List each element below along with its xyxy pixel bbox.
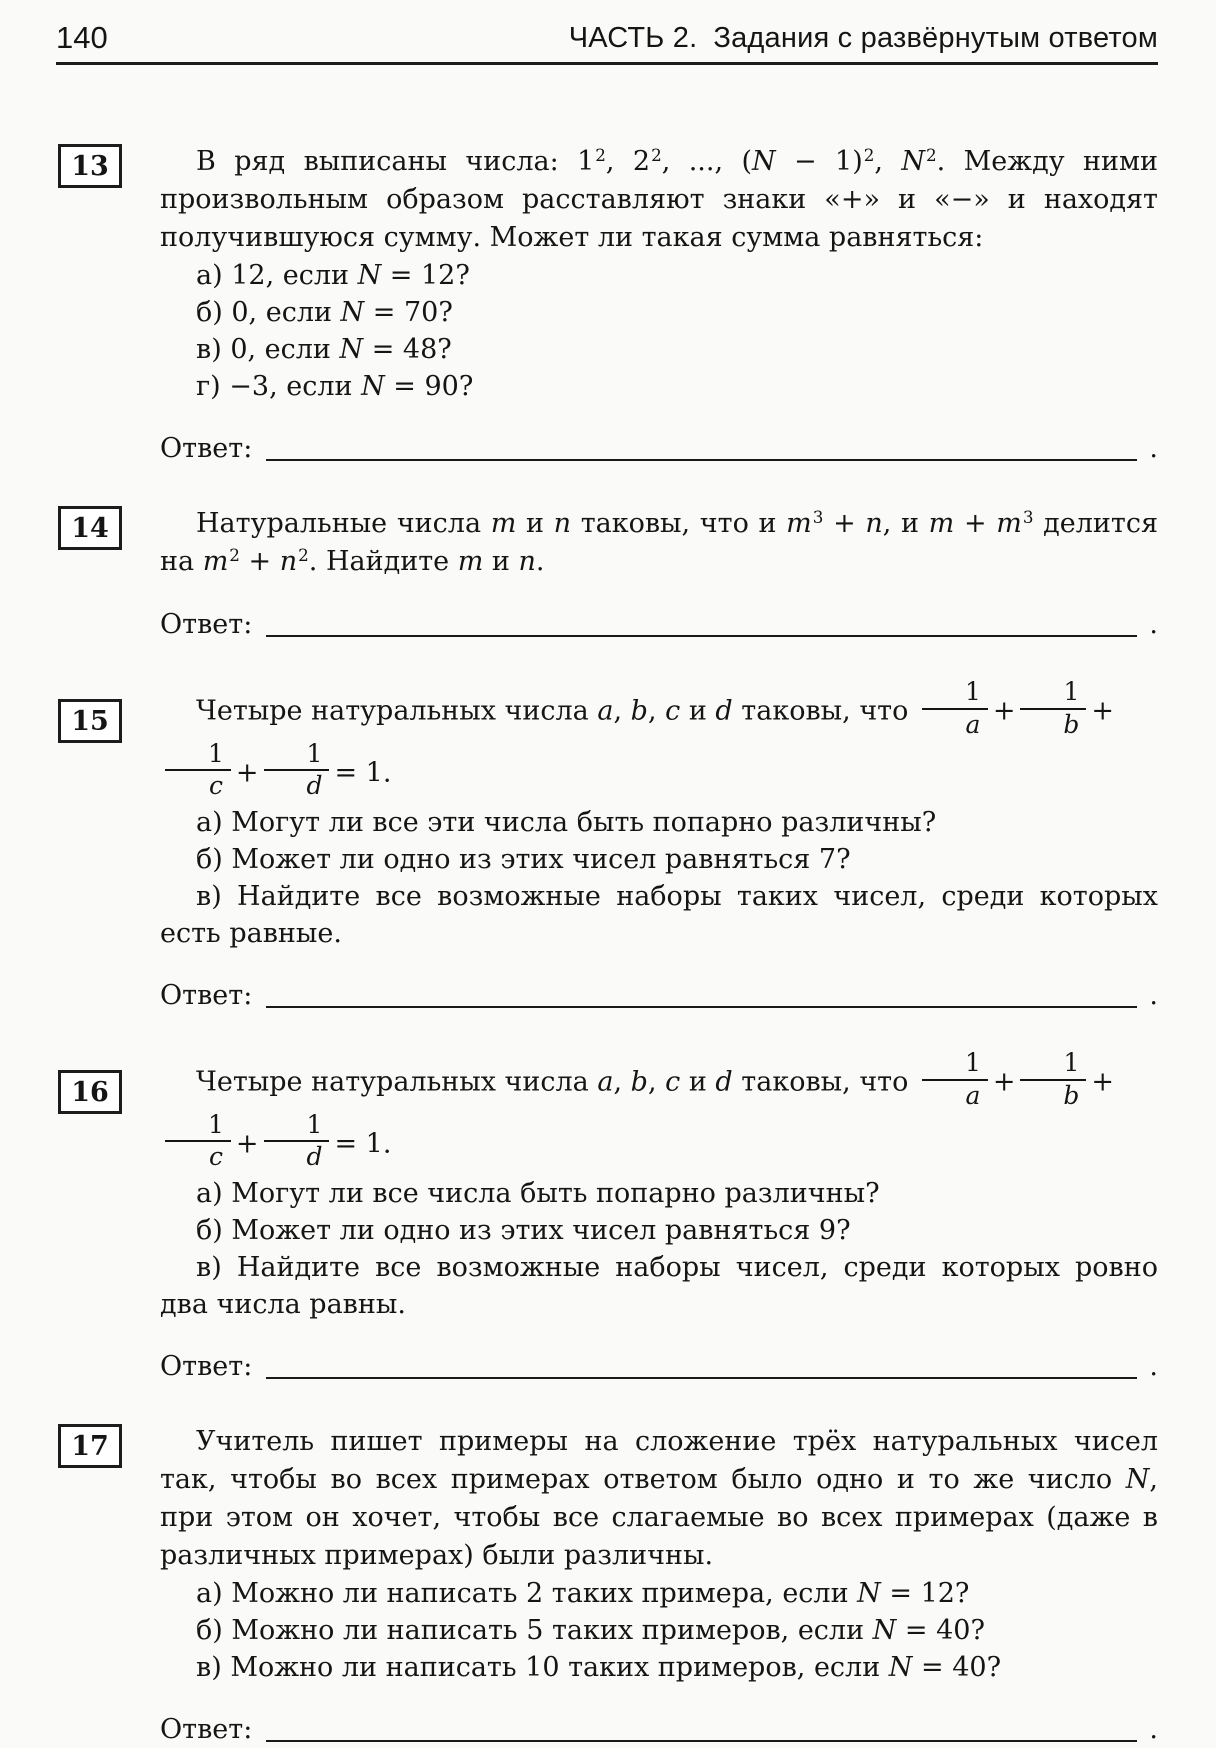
text-segment: таковы, что [732,695,917,727]
text-segment: n [518,546,536,577]
problem-16 [56,1048,1158,1323]
problem-subitems [160,257,1158,405]
problem-number-box: 17 [58,1424,122,1468]
answer-period: . [1149,1351,1158,1382]
text-segment: a [597,1066,614,1098]
text-segment: c [665,1066,681,1098]
problem-item [160,1612,1158,1649]
answer-period: . [1149,980,1158,1011]
text-segment: + [239,546,280,577]
text-segment: = 1. [334,756,392,788]
text-segment: m [457,546,484,577]
problem-number-box: 13 [58,144,122,188]
text-segment: + [954,508,997,539]
fraction-denominator: a [965,1080,981,1110]
answer-label: Ответ: [160,433,253,464]
text-segment: m [928,508,955,539]
fraction-numerator: 1 [922,678,988,710]
text-segment: 3 [812,506,824,527]
text-segment: N [888,1652,913,1683]
text-segment: + [235,1127,259,1159]
answer-row [160,978,1158,1014]
problem-content [160,677,1158,952]
fraction-numerator: 1 [922,1049,988,1081]
fraction-numerator: 1 [264,740,330,772]
text-segment: N [357,260,382,291]
text-segment: , ..., ( [661,146,752,177]
problem-item [160,1575,1158,1612]
text-segment: В ряд выписаны числа: 1 [196,146,595,177]
problem-content [160,505,1158,581]
fraction-denominator: b [1063,1080,1080,1110]
text-segment: m [996,508,1022,539]
answer-label: Ответ: [160,1714,253,1745]
problem-gutter [56,1423,160,1686]
text-segment: a [597,695,614,727]
text-segment: б) 0, если [196,297,341,328]
chapter-title [569,24,1158,53]
text-segment: Натуральные числа [196,508,491,539]
fraction [1020,678,1086,740]
answer-label: Ответ: [160,1351,253,1382]
problem-item [160,1212,1158,1249]
text-segment: + [235,756,259,788]
problem-item [160,878,1158,952]
text-segment: г) −3, если [196,371,362,402]
text-segment: 2 [595,144,606,165]
answer-blank-line [266,1377,1137,1379]
text-segment: b [630,695,648,727]
fraction-denominator: c [208,771,223,801]
text-segment: б) Может ли одно из этих чисел равняться 7? [196,844,851,875]
problem-subitems [160,1175,1158,1323]
text-segment: и [483,546,519,577]
answer-blank-line [266,459,1137,461]
chapter-title-text: Задания с развёрнутым ответом [713,22,1158,54]
problem-13 [56,143,1158,405]
text-segment: d [715,1066,733,1098]
text-segment: . [535,546,545,577]
fraction-numerator: 1 [1020,1049,1086,1081]
text-segment: 2 [926,144,937,165]
fraction [165,1111,231,1173]
problem-item [160,257,1158,294]
text-segment: N [340,297,365,328]
problem-subitems [160,804,1158,952]
answer-blank-line [266,1740,1137,1742]
text-segment: , [613,1066,631,1098]
text-segment: = 40? [912,1652,1002,1683]
text-segment: = 70? [364,297,453,328]
problem-gutter [56,143,160,405]
text-segment: + [1091,1066,1115,1098]
text-segment: . Между ними произвольным образом расставляют знаки «+» и «−» и находят получившуюся сумму. Может ли такая сумма равняться: [160,146,1159,253]
text-segment: , и [882,508,929,539]
problems-list [56,143,1158,1748]
answer-period: . [1149,609,1158,640]
chapter-part-label: ЧАСТЬ 2. [568,22,698,54]
problem-statement [160,1048,1158,1175]
fraction-numerator: 1 [264,1111,330,1143]
problem-17 [56,1423,1158,1686]
answer-blank-line [266,1006,1137,1008]
fraction-denominator: d [306,1142,323,1172]
text-segment: + [992,1066,1016,1098]
problem-number-box: 15 [58,699,122,743]
answer-period: . [1149,1714,1158,1745]
fraction-denominator: b [1063,709,1080,739]
text-segment: Четыре натуральных числа [196,1066,598,1098]
text-segment: − 1) [775,146,863,177]
text-segment: + [992,695,1016,727]
fraction-denominator: d [306,771,323,801]
answer-label: Ответ: [160,609,253,640]
problem-gutter [56,1052,160,1323]
answer-label: Ответ: [160,980,253,1011]
text-segment: . Найдите [308,546,458,577]
text-segment: и [516,508,554,539]
fraction-numerator: 1 [165,1111,231,1143]
text-segment: , [874,146,902,177]
text-segment: а) 12, если [196,260,358,291]
text-segment: в) Можно ли написать 10 таких примеров, если [196,1652,889,1683]
text-segment: + [1091,695,1115,727]
text-segment: а) Можно ли написать 2 таких примера, если [196,1578,858,1609]
text-segment: в) Найдите все возможные наборы таких чисел, среди которых есть равные. [160,881,1158,949]
problem-item [160,841,1158,878]
text-segment: = 12? [381,260,470,291]
text-segment: = 90? [384,371,474,402]
problem-14 [56,505,1158,581]
fraction [165,740,231,802]
text-segment: 3 [1022,506,1034,527]
fraction [1020,1049,1086,1111]
fraction [922,678,988,740]
text-segment: n [865,508,883,539]
text-segment: 2 [863,144,875,165]
text-segment: = 40? [896,1615,985,1646]
fraction [264,1111,330,1173]
problem-item [160,804,1158,841]
text-segment: n [553,508,572,539]
text-segment: , [647,1066,666,1098]
text-segment: в) 0, если [196,334,340,365]
problem-number-box: 16 [58,1070,122,1114]
text-segment: = 48? [363,334,452,365]
answer-row [160,1712,1158,1748]
fraction-numerator: 1 [1020,678,1086,710]
text-segment: m [202,546,229,577]
problem-item [160,368,1158,405]
text-segment: = 12? [880,1578,970,1609]
fraction [922,1049,988,1111]
text-segment: 2 [229,544,240,565]
text-segment: и [680,1066,716,1098]
page-header [56,22,1158,65]
text-segment: таковы, что и [571,508,787,539]
text-segment: в) Найдите все возможные наборы чисел, среди которых ровно два числа равны. [160,1252,1158,1320]
fraction [264,740,330,802]
text-segment: m [490,508,517,539]
text-segment: N [751,146,776,177]
text-segment: , 2 [605,146,651,177]
problem-gutter [56,505,160,581]
fraction-numerator: 1 [165,740,231,772]
text-segment: а) Могут ли все эти числа быть попарно различны? [196,807,937,838]
text-segment: Учитель пишет примеры на сложение трёх натуральных чисел так, чтобы во всех примерах ответом было одно и то же число [160,1426,1158,1495]
problem-statement [160,1423,1158,1575]
text-segment: = 1. [334,1127,392,1159]
answer-row [160,431,1158,467]
problem-content [160,143,1158,405]
answer-row [160,1349,1158,1385]
text-segment: б) Может ли одно из этих чисел равняться 9? [196,1215,851,1246]
problem-statement [160,677,1158,804]
problem-item [160,1175,1158,1212]
text-segment: N [1125,1464,1150,1495]
fraction-denominator: a [965,709,981,739]
text-segment: + [823,508,866,539]
text-segment: Четыре натуральных числа [196,695,598,727]
text-segment: 2 [298,544,309,565]
text-segment: а) Могут ли все числа быть попарно различны? [196,1178,880,1209]
problem-gutter [56,681,160,952]
problem-content [160,1423,1158,1686]
text-segment: , при этом он хочет, чтобы все слагаемые во всех примерах (даже в различных примерах) были различны. [160,1464,1158,1571]
text-segment: m [786,508,812,539]
problem-statement [160,505,1158,581]
text-segment: c [665,695,681,727]
text-segment: N [857,1578,881,1609]
text-segment: d [715,695,733,727]
text-segment: N [872,1615,897,1646]
text-segment: 2 [651,144,662,165]
answer-blank-line [266,635,1137,637]
text-segment: N [339,334,364,365]
answer-row [160,607,1158,643]
text-segment: n [279,546,298,577]
problem-item [160,1649,1158,1686]
text-segment: N [361,371,385,402]
problem-statement [160,143,1158,257]
fraction-denominator: c [208,1142,223,1172]
text-segment: b [630,1066,648,1098]
text-segment: , [613,695,631,727]
text-segment: б) Можно ли написать 5 таких примеров, если [196,1615,873,1646]
problem-number-box: 14 [58,506,122,550]
problem-15 [56,677,1158,952]
text-segment: N [901,146,926,177]
problem-content [160,1048,1158,1323]
page-number: 140 [56,20,108,55]
problem-item [160,331,1158,368]
problem-item [160,294,1158,331]
text-segment: , [647,695,666,727]
answer-period: . [1149,433,1158,464]
problem-subitems [160,1575,1158,1686]
problem-item [160,1249,1158,1323]
text-segment: и [680,695,716,727]
text-segment: делится на [160,508,1159,577]
text-segment: таковы, что [732,1066,917,1098]
